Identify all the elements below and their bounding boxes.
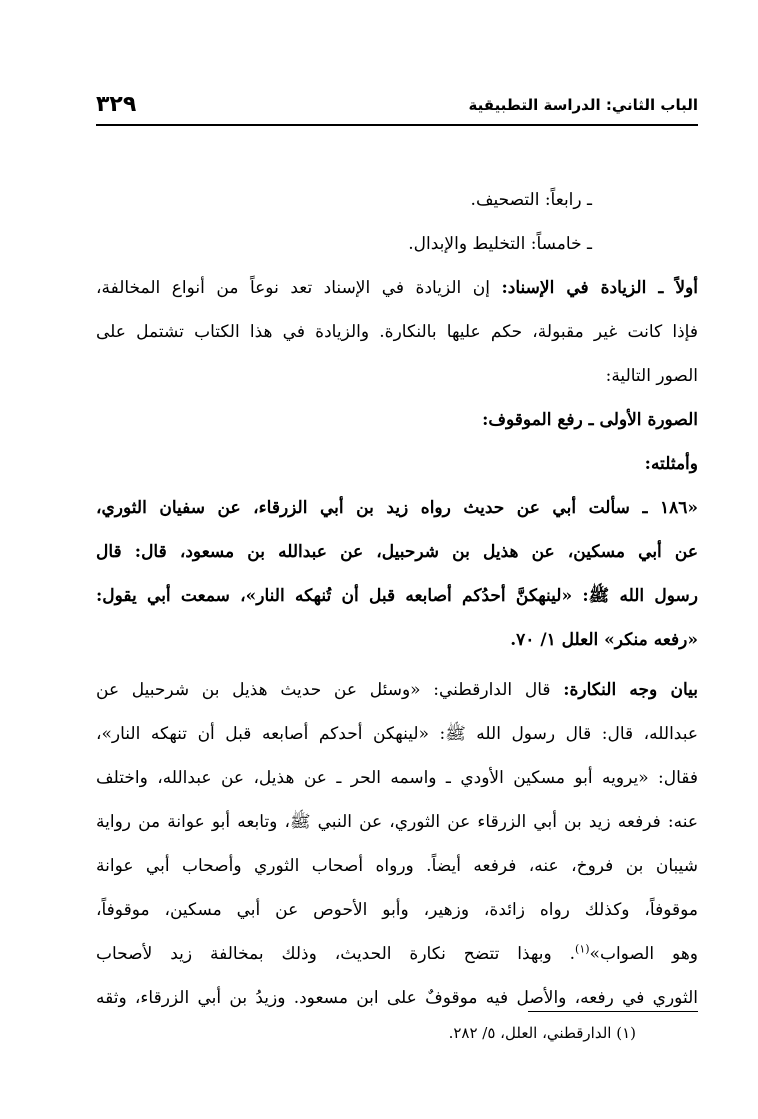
analysis-text: وهو الصواب» [589,944,698,964]
analysis-line [96,932,698,976]
list-item-fifth: ـ خامساً: التخليط والإبدال. [408,234,592,254]
examples-heading: وأمثلته: [644,454,698,474]
analysis-line: عبدالله، قال: قال رسول الله ﷺ: «لينهكن أحدكم أصابعه قبل أن تنهكه النار»، [96,724,698,744]
header-rule [96,124,698,126]
chapter-title: الباب الثاني: الدراسة التطبيقية [468,96,698,114]
analysis-line: موقوفاً، وكذلك رواه زائدة، وزهير، وأبو الأحوص عن أبي مسكين، موقوفاً، [96,900,698,920]
page-header [96,92,698,122]
analysis-line: فقال: «يرويه أبو مسكين الأودي ـ واسمه الحر ـ عن هذيل، عن عبدالله، واختلف [96,768,698,788]
paragraph-line: فإذا كانت غير مقبولة، حكم عليها بالنكارة. والزيادة في هذا الكتاب تشتمل على [96,322,698,342]
quote-line: رسول الله ﷺ: «لينهكنَّ أحدُكم أصابعه قبل أن تُنهكه النار»، سمعت أبي يقول: [96,586,698,606]
list-item-fourth: ـ رابعاً: التصحيف. [470,190,592,210]
paragraph-text: إن الزيادة في الإسناد تعد نوعاً من أنواع المخالفة، [96,278,502,298]
analysis-line [96,668,698,712]
footnote-reference[interactable]: (١) [575,942,590,956]
section-heading-inline: أولاً ـ الزيادة في الإسناد: [501,278,698,298]
section-paragraph-line [96,266,698,310]
analysis-line: شيبان بن فروخ، عنه، فرفعه أيضاً. ورواه أصحاب الثوري وأصحاب أبي عوانة [96,856,698,876]
analysis-heading-inline: بيان وجه النكارة: [563,680,698,700]
paragraph-line: الصور التالية: [605,366,698,386]
page-body [96,178,698,1020]
analysis-text: قال الدارقطني: «وسئل عن حديث هذيل بن شرحبيل عن [96,680,564,700]
analysis-line: عنه: فرفعه زيد بن أبي الزرقاء عن الثوري، عن النبي ﷺ، وتابعه أبو عوانة من رواية [96,812,698,832]
quote-line: «١٨٦ ـ سألت أبي عن حديث رواه زيد بن أبي الزرقاء، عن سفيان الثوري، [96,498,698,518]
quote-line: «رفعه منكر» العلل ١/ ٧٠. [510,630,698,650]
analysis-text: . وبهذا تتضح نكارة الحديث، وذلك بمخالفة زيد لأصحاب [96,944,576,964]
footnote: (١) الدارقطني، العلل، ٥/ ٢٨٢. [448,1024,636,1042]
analysis-line: الثوري في رفعه، والأصل فيه موقوفٌ على ابن مسعود. وزيدُ بن أبي الزرقاء، وثقه [96,988,698,1008]
subsection-heading: الصورة الأولى ـ رفع الموقوف: [482,410,698,430]
page-number: ٣٢٩ [96,92,137,117]
footnote-rule [528,1011,698,1012]
quote-line: عن أبي مسكين، عن هذيل بن شرحبيل، عن عبدالله بن مسعود، قال: قال [96,542,698,562]
